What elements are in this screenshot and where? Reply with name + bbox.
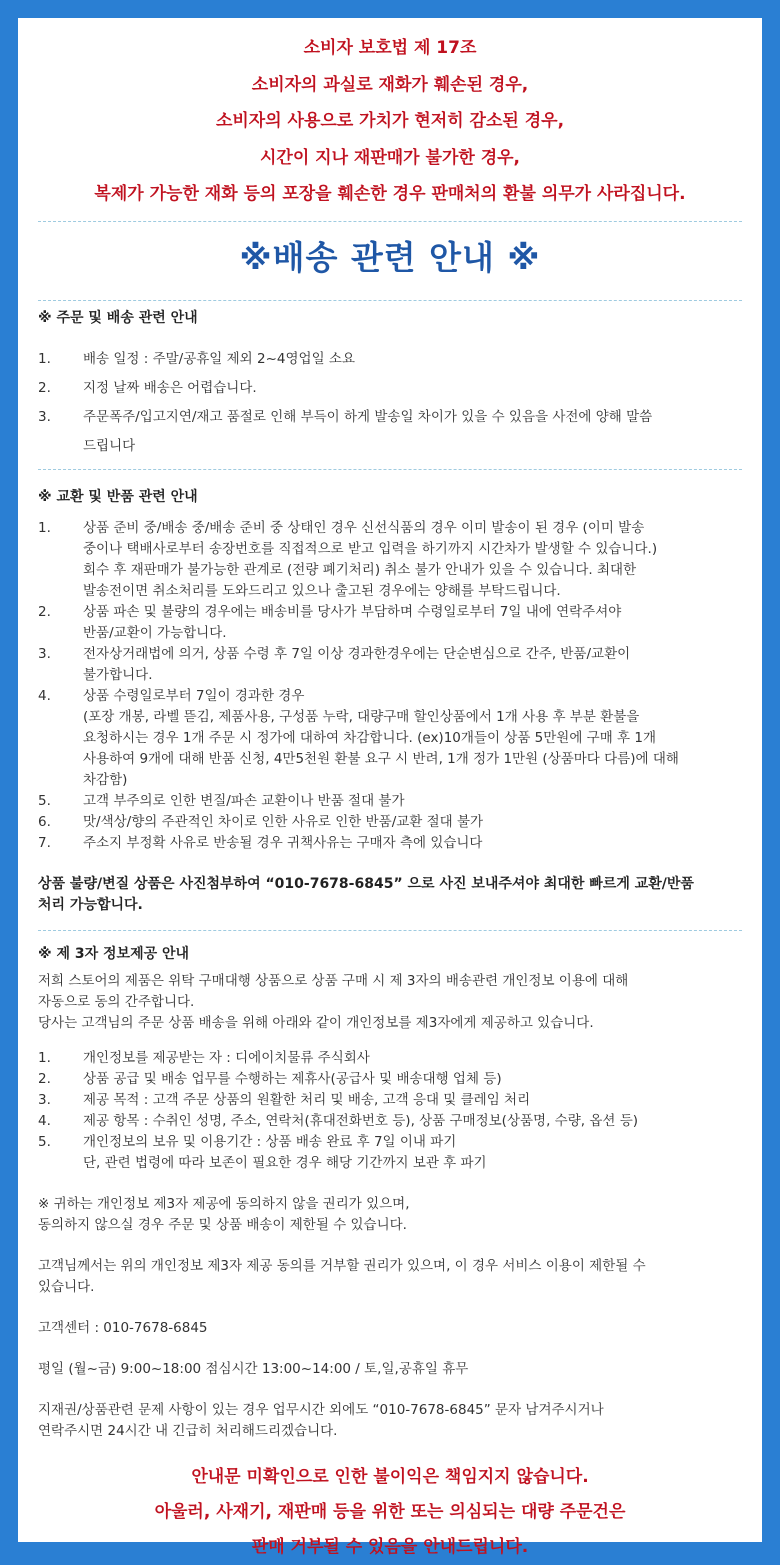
list-item: 6. 맛/색상/향의 주관적인 차이로 인한 사유로 인한 반품/교환 절대 불가 [38,813,484,830]
list-item: 3. 전자상거래법에 의거, 상품 수령 후 7일 이상 경과한경우에는 단순변심으로 간주, 반품/교환이 불가합니다. [38,645,631,683]
refusal-right-note: ※ 귀하는 개인정보 제3자 제공에 동의하지 않을 권리가 있으며, 동의하지 않으실 경우 주문 및 상품 배송이 제한될 수 있습니다. [38,1195,410,1233]
warning-line: 판매 거부될 수 있음을 안내드립니다. [251,1536,529,1557]
photo-exchange-note: 상품 불량/변질 상품은 사진첨부하여 “010-7678-6845” 으로 사진 보내주셔야 최대한 빠르게 교환/반품 처리 가능합니다. [38,875,694,913]
third-party-section [18,931,762,1442]
list-item: 3. 제공 목적 : 고객 주문 상품의 원활한 처리 및 배송, 고객 응대 및 클레임 처리 [38,1091,531,1108]
list-item: 5. 고객 부주의로 인한 변질/파손 교환이나 반품 절대 불가 [38,792,405,809]
ip-issue-note: 지재권/상품관련 문제 사항이 있는 경우 업무시간 외에도 “010-7678-6845” 문자 남겨주시거나 연락주시면 24시간 내 긴급히 처리해드리겠습니다. [38,1401,604,1439]
warning-line: 아울러, 사재기, 재판매 등을 위한 또는 의심되는 대량 주문건은 [154,1501,626,1522]
customer-right-note: 고객님께서는 위의 개인정보 제3자 제공 동의를 거부할 권리가 있으며, 이 경우 서비스 이용이 제한될 수 있습니다. [38,1257,646,1295]
list-item: 4. 상품 수령일로부터 7일이 경과한 경우 (포장 개봉, 라벨 뜯김, 제품사용, 구성품 누락, 대량구매 할인상품에서 1개 사용 후 부분 환불을 요청하시는 경우 1개 주문 시 정가에 대하여 차감합니다. (ex)10개들이 상품 5만원에 구매 후 1개 사용하여 9개에 대해 반품 신청, 4만5천원 환불 요구 시 반려, 1개 정가 1만원 (상품마다 다름)에 대해 차감함) [38,687,679,788]
notice-line: 시간이 지나 재판매가 불가한 경우, [259,147,521,168]
section-heading: ※ 주문 및 배송 관련 안내 [38,309,198,326]
service-center-phone: 고객센터 : 010-7678-6845 [38,1319,208,1336]
list-item: 2. 상품 파손 및 불량의 경우에는 배송비를 당사가 부담하며 수령일로부터 7일 내에 연락주셔야 반품/교환이 가능합니다. [38,603,622,641]
section-heading: ※ 교환 및 반품 관련 안내 [38,488,198,505]
list-item: 1. 개인정보를 제공받는 자 : 디에이치물류 주식회사 [38,1049,370,1066]
exchange-return-section [18,470,762,916]
list-item: 2. 상품 공급 및 배송 업무를 수행하는 제휴사(공급사 및 배송대행 업체 등) [38,1070,502,1087]
list-item: 3. 주문폭주/입고지연/재고 품절로 인해 부득이 하게 발송일 차이가 있을 수 있음을 사전에 양해 말씀 드립니다 [38,408,653,454]
list-item: 4. 제공 항목 : 수취인 성명, 주소, 연락처(휴대전화번호 등), 상품 구매정보(상품명, 수량, 옵션 등) [38,1112,639,1129]
list-item: 7. 주소지 부정확 사유로 반송될 경우 귀책사유는 구매자 측에 있습니다 [38,834,483,851]
notice-line: 소비자의 사용으로 가치가 현저히 감소된 경우, [215,111,565,131]
consumer-protection-notice [18,18,762,213]
list-item: 2. 지정 날짜 배송은 어렵습니다. [38,379,257,396]
list-item: 1. 상품 준비 중/배송 중/배송 준비 중 상태인 경우 신선식품의 경우 이미 발송이 된 경우 (이미 발송 중이나 택배사로부터 송장번호를 직접적으로 받고 입력을 하기까지 시간차가 발생할 수 있습니다.) 회수 후 재판매가 불가능한 관계로 (전량 폐기처리) 취소 불가 안내가 있을 수 있습니다. 최대한 발송전이면 취소처리를 도와드리고 있으나 출고된 경우에는 양해를 부탁드립니다. [38,519,658,599]
third-party-list [38,1048,762,1174]
notice-line: 복제가 가능한 재화 등의 포장을 훼손한 경우 판매처의 환불 의무가 사라집니다. [94,184,686,204]
notice-line: 소비자의 과실로 재화가 훼손된 경우, [251,74,529,95]
order-shipping-list [38,345,762,461]
list-item: 5. 개인정보의 보유 및 이용기간 : 상품 배송 완료 후 7일 이내 파기 단, 관련 법령에 따라 보존이 필요한 경우 해당 기간까지 보관 후 파기 [38,1133,487,1171]
list-item: 1. 배송 일정 : 주말/공휴일 제외 2~4영업일 소요 [38,350,355,367]
bottom-warning [18,1460,762,1565]
notice-panel [18,18,762,1557]
warning-line: 안내문 미확인으로 인한 불이익은 책임지지 않습니다. [191,1466,589,1487]
section-heading: ※ 제 3자 정보제공 안내 [38,945,190,962]
third-party-intro: 저희 스토어의 제품은 위탁 구매대행 상품으로 상품 구매 시 제 3자의 배송관련 개인정보 이용에 대해 자동으로 동의 간주합니다. 당사는 고객님의 주문 상품 배송을 위해 아래와 같이 개인정보를 제3자에게 제공하고 있습니다. [38,972,629,1031]
business-hours: 평일 (월~금) 9:00~18:00 점심시간 13:00~14:00 / 토,일,공휴일 휴무 [38,1360,469,1377]
notice-line: 소비자 보호법 제 17조 [303,38,477,58]
exchange-return-list [38,518,762,854]
page-title: ※배송 관련 안내 ※ [239,237,541,277]
order-shipping-section [18,301,762,461]
